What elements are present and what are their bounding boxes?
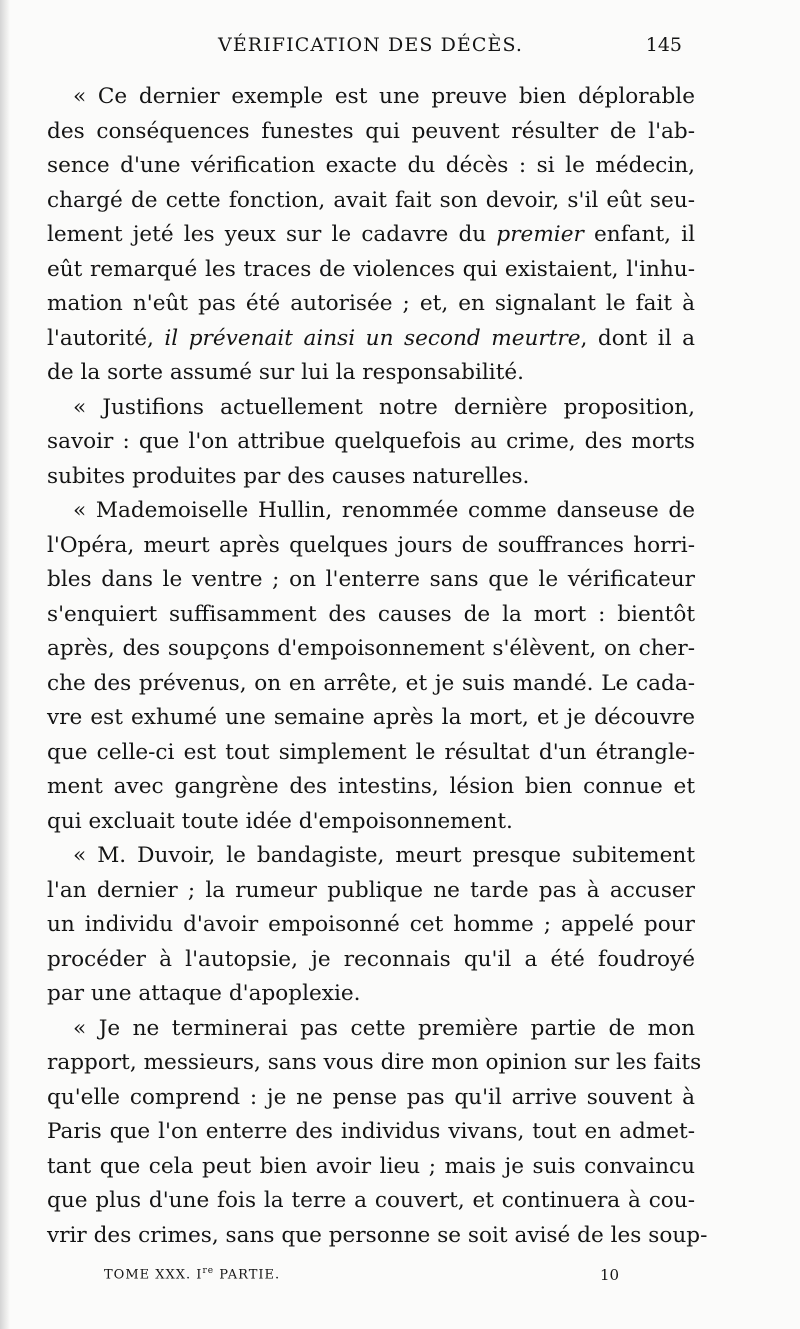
text-run: qu'elle comprend : je ne pense pas qu'il arrive souvent à bbox=[47, 1084, 695, 1110]
text-run: par une attaque d'apoplexie. bbox=[47, 981, 361, 1006]
text-run: enfant, il bbox=[583, 222, 695, 247]
text-line bbox=[47, 287, 695, 322]
text-run: ment avec gangrène des intestins, lésion bien connue et bbox=[47, 774, 695, 799]
text-run: l'an dernier ; la rumeur publique ne tarde pas à accuser bbox=[47, 877, 695, 903]
text-line bbox=[47, 701, 695, 736]
text-line bbox=[47, 80, 695, 115]
text-line bbox=[47, 425, 695, 460]
text-run: sence d'une vérification exacte du décès : si le médecin, bbox=[47, 153, 695, 178]
italic-text-run: premier bbox=[496, 222, 584, 247]
text-run: chargé de cette fonction, avait fait son devoir, s'il eût seu- bbox=[47, 187, 695, 213]
text-line bbox=[47, 874, 695, 909]
text-line bbox=[47, 736, 695, 771]
text-line bbox=[47, 218, 695, 253]
text-line bbox=[47, 1184, 695, 1219]
text-run: que plus d'une fois la terre a couvert, et continuera à cou- bbox=[47, 1188, 695, 1213]
text-line bbox=[47, 529, 695, 564]
text-line bbox=[47, 494, 695, 529]
text-run: l'Opéra, meurt après quelques jours de souffrances horri- bbox=[47, 532, 695, 558]
text-run: procéder à l'autopsie, je reconnais qu'il a été foudroyé bbox=[47, 946, 695, 972]
text-line bbox=[47, 908, 695, 943]
page-gutter-shadow bbox=[0, 0, 10, 1329]
text-run: s'enquiert suffisamment des causes de la mort : bientôt bbox=[47, 601, 695, 627]
text-line bbox=[47, 1219, 708, 1254]
italic-text-run: il prévenait ainsi un second meurtre bbox=[164, 325, 581, 351]
text-line bbox=[47, 115, 695, 150]
text-run: tant que cela peut bien avoir lieu ; mais je suis convaincu bbox=[47, 1153, 695, 1179]
signature-mark bbox=[104, 1266, 280, 1282]
text-line bbox=[47, 943, 695, 978]
text-line bbox=[47, 1046, 702, 1081]
text-line bbox=[47, 322, 695, 357]
paragraph bbox=[47, 494, 695, 839]
text-line bbox=[47, 977, 695, 1012]
text-run: Paris que l'on enterre des individus vivans, tout en admet- bbox=[47, 1119, 695, 1144]
text-line bbox=[47, 253, 695, 288]
paragraph bbox=[47, 391, 695, 495]
text-line bbox=[47, 770, 695, 805]
text-run: che des prévenus, on en arrête, et je suis mandé. Le cada- bbox=[47, 670, 695, 696]
text-line bbox=[47, 149, 695, 184]
paragraph bbox=[47, 1012, 708, 1254]
text-run: vrir des crimes, sans que personne se soit avisé de les soup- bbox=[47, 1222, 708, 1248]
text-run: « M. Duvoir, le bandagiste, meurt presque subitement bbox=[73, 843, 695, 868]
text-line bbox=[47, 598, 695, 633]
text-run: rapport, messieurs, sans vous dire mon opinion sur les faits bbox=[47, 1050, 702, 1075]
text-run: l'autorité, bbox=[47, 325, 165, 351]
text-line bbox=[47, 563, 695, 598]
text-line bbox=[47, 391, 695, 426]
text-run: « Ce dernier exemple est une preuve bien déplorable bbox=[73, 84, 695, 109]
text-run: « Justifions actuellement notre dernière proposition, bbox=[73, 394, 695, 420]
signature-suffix: PARTIE. bbox=[214, 1267, 281, 1283]
signature-prefix: TOME XXX. I bbox=[104, 1267, 203, 1283]
paragraph bbox=[47, 839, 695, 1012]
text-run: eût remarqué les traces de violences qui existaient, l'inhu- bbox=[47, 256, 695, 282]
running-head bbox=[0, 34, 800, 68]
text-run: subites produites par des causes naturelles. bbox=[47, 463, 530, 489]
text-run: de la sorte assumé sur lui la responsabilité. bbox=[47, 360, 525, 385]
text-line bbox=[47, 667, 695, 702]
text-line bbox=[47, 839, 695, 874]
text-line bbox=[47, 460, 695, 495]
text-run: un individu d'avoir empoisonné cet homme ; appelé pour bbox=[47, 912, 695, 937]
body-text bbox=[47, 80, 708, 1253]
signature-superscript: re bbox=[202, 1266, 215, 1276]
text-line bbox=[47, 356, 695, 391]
text-line bbox=[47, 1012, 695, 1047]
text-run: mation n'eût pas été autorisée ; et, en signalant le fait à bbox=[47, 291, 695, 316]
text-line bbox=[47, 805, 695, 840]
signature-number: 10 bbox=[600, 1266, 620, 1284]
text-run: après, des soupçons d'empoisonnement s'élèvent, on cher- bbox=[47, 636, 695, 661]
text-run: « Je ne terminerai pas cette première partie de mon bbox=[73, 1015, 695, 1041]
text-run: lement jeté les yeux sur le cadavre du bbox=[47, 222, 497, 247]
text-run: , dont il a bbox=[580, 325, 695, 351]
text-run: qui excluait toute idée d'empoisonnement. bbox=[47, 808, 513, 834]
text-line bbox=[47, 1115, 695, 1150]
running-title: VÉRIFICATION DES DÉCÈS. bbox=[218, 34, 524, 56]
text-run: vre est exhumé une semaine après la mort, et je découvre bbox=[47, 705, 695, 730]
text-line bbox=[47, 184, 695, 219]
paragraph bbox=[47, 80, 695, 391]
page-footer bbox=[0, 1266, 800, 1296]
text-line bbox=[47, 632, 695, 667]
text-run: bles dans le ventre ; on l'enterre sans que le vérificateur bbox=[47, 567, 695, 592]
text-line bbox=[47, 1150, 695, 1185]
text-run: savoir : que l'on attribue quelquefois au crime, des morts bbox=[47, 429, 695, 454]
text-line bbox=[47, 1081, 695, 1116]
text-run: « Mademoiselle Hullin, renommée comme danseuse de bbox=[73, 498, 695, 523]
text-run: des conséquences funestes qui peuvent résulter de l'ab- bbox=[47, 118, 695, 144]
text-run: que celle-ci est tout simplement le résultat d'un étrangle- bbox=[47, 739, 695, 765]
page-number: 145 bbox=[645, 34, 682, 56]
